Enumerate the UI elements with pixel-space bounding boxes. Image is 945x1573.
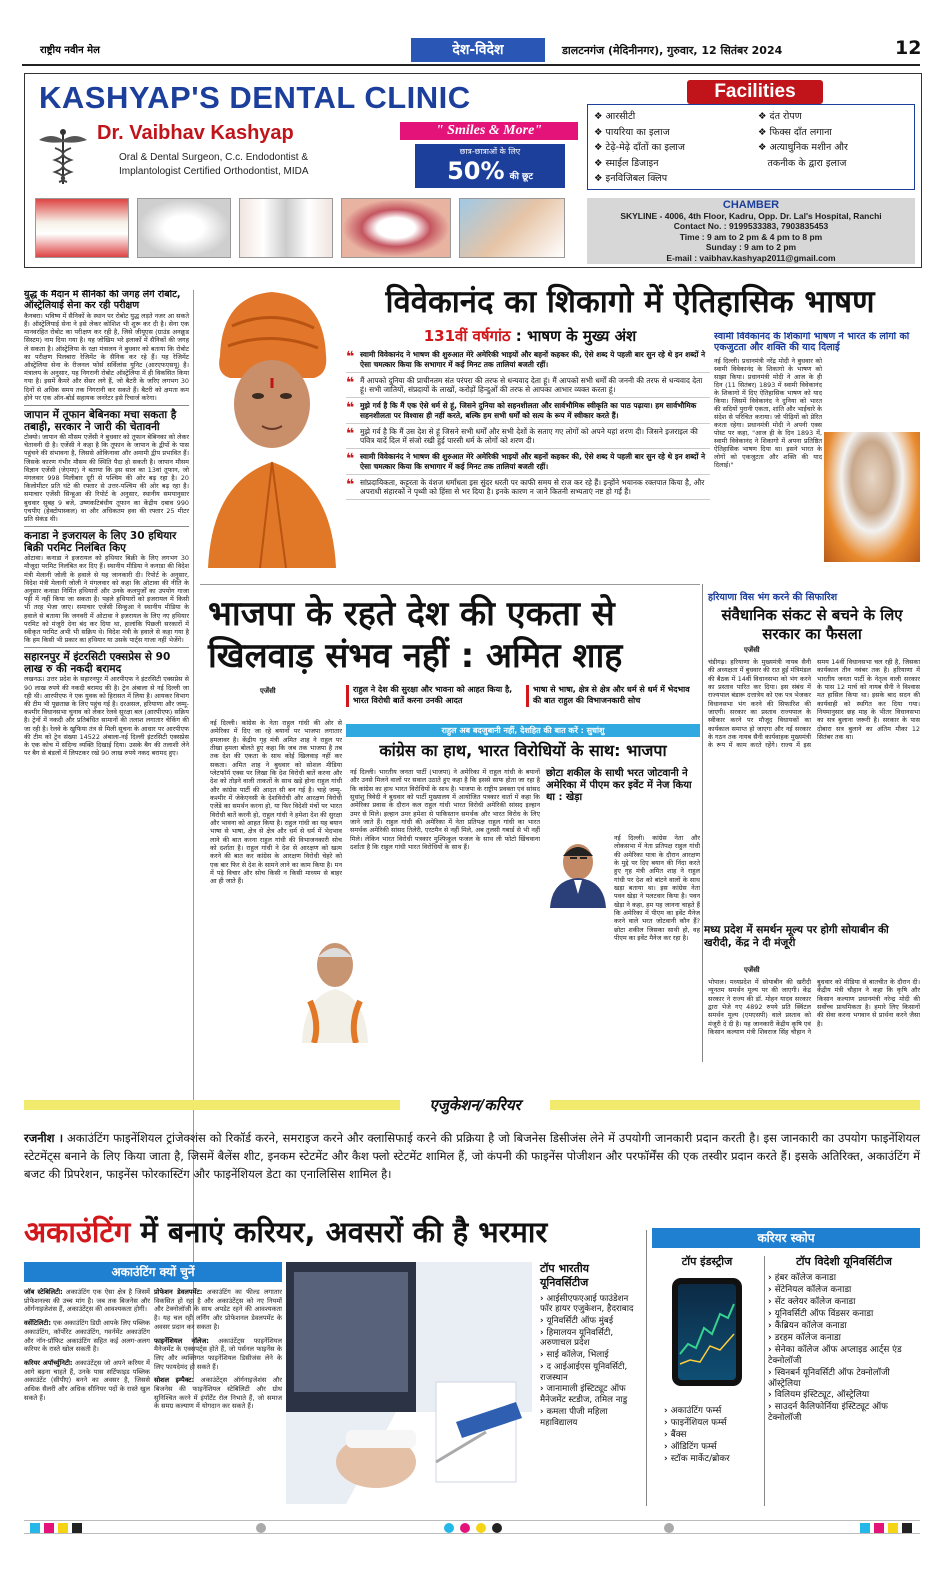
top-foreign-universities: [768, 1256, 920, 1506]
list-item: › सेनेका कॉलेज ऑफ अप्लाइड आर्ट्स एंड टेक्नोलॉजी: [768, 1345, 920, 1367]
why-point-key: वर्सेटिलिटी:: [24, 1319, 52, 1328]
list-item: › साई कॉलेज, भिलाई: [540, 1350, 640, 1361]
chamber-box: [587, 198, 915, 264]
why-point-text: अकाउंटिंग का फील्ड लगातार विकसित हो रहा है और अकाउंटेंट्स को नए नियमों और टेक्नोलॉजी के साथ अपडेट रहने की आवश्यकता है। यह चल रही लर्निंग और प्रोफेशनल डेवलपमेंट के अवसर प्रदान कर सकता है।: [154, 1288, 282, 1331]
dental-ad: [24, 73, 922, 268]
facilities-box: [587, 104, 915, 190]
quote-mark-icon: ❝: [346, 349, 355, 365]
vivekananda-subhead: [360, 326, 700, 346]
registration-dot: [476, 1523, 486, 1533]
story-saharanpur-headline: सहारनपुर में इंटरसिटी एक्सप्रेस से 90 लाख रु की नकदी बरामद: [24, 651, 171, 676]
mp-soybean-story: [704, 924, 920, 1062]
quote-mark-icon: ❝: [346, 476, 355, 493]
headline-red: अकाउंटिंग: [24, 1215, 131, 1249]
congress-body: नई दिल्ली। भारतीय जनता पार्टी (भाजपा) ने अमेरिका में राहुल गांधी के बयानों और उनसे मिलने वालों पर सवाल उठाते हुए कहा है कि इससे साफ होता जा रहा है कि कांग्रेस का हाथ भारत विरोधियों के साथ है। भाजपा के राष्ट्रीय प्रवक्ता एवं सांसद सुधांशु त्रिवेदी ने बुधवार को पार्टी मुख्यालय में आयोजित पत्रकार वार्ता में कहा कि अमेरिका प्रवास के दौरान कल राहुल गांधी भारत विरोधी अमेरिकी सांसद इल्हान उमर से मिले। इल्हान उमर हमेशा से पाकिस्तान समर्थक और भारत विरोध के लिए जाने जाते हैं। राहुल गांधी की अमेरिका में नेता प्रतिपक्ष राहुल गांधी का भारत समर्थक अमेरिकी सांसद तिलेरी, एरटमैन से नहीं मिले, अब तुलसी गबार्ड से भी नहीं मिले। लेकिन भारत विरोधी पत्रकार मुश्फिकुल फजल के साथ ली फोटो खिंचवाना दर्शाता है कि राहुल गांधी भारत विरोधियों के साथ हैं।: [350, 768, 540, 851]
divider: [646, 1230, 647, 1506]
headline-rest: में बनाएं करियर, अवसरों की है भरमार: [130, 1215, 548, 1249]
why-point-text: अकाउंटेंट्स ऑर्गनाइजेशंस और बिजनेस की फाइनेंशियल स्टेबिलिटी और ग्रोथ सुनिश्चित करने में इंपॉर्टेंट रोल निभाते हैं, जो समाज के समग्र कल्याण में योगदान कर सकते हैं।: [154, 1376, 282, 1411]
footer-bar: [24, 1520, 920, 1534]
facilities-title: Facilities: [687, 80, 823, 104]
doctor-name: Dr. Vaibhav Kashyap: [97, 122, 294, 144]
vivekananda-side-story: [714, 332, 920, 568]
speech-quote: [346, 376, 710, 399]
pawan-khera-headline: छोटा शकील के साथी भरत जोटवानी ने अमेरिका में पीएम कर इवेंट में नेज किया था : खेड़ा: [546, 768, 692, 803]
list-item: › हंबर कॉलेज कनाडा: [768, 1273, 920, 1284]
vivekananda-headline: विवेकानंद का शिकागो में ऐतिहासिक भाषण: [385, 284, 875, 320]
facility-item: ❖ इनविजिबल क्लिप: [594, 173, 668, 184]
facility-item: ❖ दंत रोपण: [758, 111, 802, 122]
list-item: › विलियम इंस्टिट्यूट, ऑस्ट्रेलिया: [768, 1390, 920, 1401]
quote-mark-icon: ❝: [346, 374, 355, 391]
why-point-text: अकाउंटिंग एक ऐसा क्षेत्र है जिसमें प्रोफेशनल्स की उच्च मांग है। जब तक बिजनेस और ऑर्गनाइजेशंस हैं, अकाउंटेंट्स की आवश्यकता होगी।: [24, 1288, 150, 1314]
why-title: अकाउंटिंग क्यों चुनें: [24, 1262, 282, 1282]
foreign-uni-title: टॉप विदेशी यूनिवर्सिटीज: [796, 1255, 892, 1268]
facility-item: ❖ टेढ़े-मेढ़े दाँतों का इलाज: [594, 142, 685, 153]
facility-item: तकनीक के द्वारा इलाज: [758, 157, 847, 169]
offer-box: [415, 144, 565, 188]
facility-item: ❖ स्माईल डिजाइन: [594, 157, 659, 169]
list-item: › यूनिवर्सिटी ऑफ विंडसर कनाडा: [768, 1309, 920, 1320]
education-intro: [24, 1130, 920, 1183]
doctor-desc-2: Implantologist Certified Orthodontist, MIDA: [119, 166, 309, 177]
shah-byline: एजेंसी: [260, 687, 276, 695]
list-item: › स्टॉक मार्केट/ब्रोकर: [664, 1454, 764, 1465]
why-point-key: करियर अपॉर्च्युनिटी:: [24, 1358, 73, 1367]
list-item: › जानामाली इंस्टिट्यूट ऑफ मैनेजमेंट स्टडीज, तमिल नाडु: [540, 1384, 640, 1405]
chamber-line: Contact No. : 9199533383, 7903835453: [673, 221, 829, 232]
why-point-text: एक अकाउंटिंग डिग्री आपके लिए पब्लिक अकाउंटिंग, कॉर्पोरेट अकाउंटिंग, गवर्नमेंट अकाउंटिंग और नॉन-प्रॉफिट अकाउंटिंग सहित कई अलग-अलग करियर के रास्ते खोल सकती है।: [24, 1319, 150, 1354]
color-swatch: [888, 1523, 898, 1533]
list-item: › फाइनेंशियल फर्म्स: [664, 1418, 764, 1429]
career-scope-title: करियर स्कोप: [652, 1228, 920, 1248]
dental-photo-implant: [239, 198, 333, 258]
vivekananda-section: [200, 282, 920, 572]
quote-text: स्वामी विवेकानंद ने भाषण की शुरुआत मेरे अमेरिकी भाइयों और बहनों कहकर की, ऐसे शब्द ये पहली बार सुन रहे थे इन शब्दों ने ऐसा चमत्कार किया कि सभागार में कई मिनट तक तालियां बजती रहीं।: [360, 452, 706, 471]
speech-quote: [346, 452, 710, 475]
facility-item: ❖ पायरिया का इलाज: [594, 126, 670, 138]
divider: [702, 584, 703, 1062]
offer-tail: की छूट: [509, 172, 533, 182]
haryana-body: चंडीगढ़। हरियाणा के मुख्यमंत्री नायब सैनी की अध्यक्षता में बुधवार की रात हुई मंत्रिमंडल की बैठक में 14वीं विधानसभा को भंग करने का प्रस्ताव पारित कर दिया। इस संबंध में राज्यपाल बंडारू दत्तात्रेय को एक पत्र भेजकर विधानसभा भंग करने की सिफारिश की जाएगी। सरकार का प्रस्ताव राज्यपाल के स्वीकार करने पर मौजूद विधायकों का कार्यकाल समाप्त हो जाएगा और नई सरकार के गठन तक नायब सैनी कार्यवाहक मुख्यमंत्री के रूप में काम करते रहेंगे। राज्य में इस समय 14वीं विधानसभा चल रही है, जिसका कार्यकाल तीन नवंबर तक है। हरियाणा में भारतीय जनता पार्टी के नेतृत्व वाली सरकार के पास 12 मार्च को नायब सैनी ने विश्वास मत हासिल किया था। इसके बाद सदन की कार्यवाही को स्थगित कर दिया गया। नियमानुसार छह माह के भीतर विधानसभा का सत्र बुलाना जरूरी है। सरकार के पास दोबारा सत्र बुलाने का अंतिम मौका 12 सितंबर तक था।: [708, 658, 920, 750]
dental-photo-smile: [341, 198, 451, 258]
side-story-headline: स्वामी विवेकानंद के शिकागो भाषण ने भारत के लोगों को एकजुटता और शक्ति की याद दिलाई: [714, 332, 910, 353]
color-swatch: [72, 1523, 82, 1533]
shah-headline-line2: खिलवाड़ संभव नहीं : अमित शाह: [208, 636, 623, 676]
shah-quote-2: भाषा से भाषा, क्षेत्र से क्षेत्र और धर्म से धर्म में भेदभाव की बात राहुल की विभाजनकारी सोच: [526, 685, 698, 707]
why-point: [154, 1337, 282, 1372]
haryana-headline: संवैधानिक संकट से बचने के लिए सरकार का फैसला: [721, 606, 903, 643]
speech-quote: [346, 401, 710, 424]
registration-dot: [444, 1523, 454, 1533]
story-canada-body: ओटावा। कनाडा ने इजरायल को हथियार बिक्री के लिए लगभग 30 मौजूदा परमिट निलंबित कर दिए हैं। स्थानीय मीडिया ने कनाडा की विदेश मंत्री मेलानी जोली के हवाले से यह जानकारी दी। रिपोर्ट के अनुसार, विदेश मंत्री मेलानी जोली ने मंगलवार को कहा कि ओटावा की नीति के अनुसार कनाडा निर्मित हथियारों और उनके कलपुर्जों का उपयोग गाजा पट्टी में नहीं किया जा सकता है। पहले हथियारों को इजरायल में किसी भी तरह भेजा जाए। समाचार एजेंसी सिन्हुआ ने स्थानीय मीडिया के हवाले से बताया कि जनवरी में ओटावा ने इजरायल के लिए नए हथियार परमिट को मंजूरी देना बंद कर दिया था, हालांकि पिछली सरकारों में स्वीकृत परमिट अभी भी सक्रिय थे। विदेश मंत्री के हवाले से कहा गया है कि हम किसी भी प्रकार का हथियार या उसके पार्ट्स गाजा नहीं भेजेंगे।: [24, 554, 189, 645]
shah-headline-line1: भाजपा के रहते देश की एकता से: [208, 594, 615, 634]
list-item: › साउदर्न कैलिफोर्निया इंस्टिट्यूट ऑफ टेक्नोलॉजी: [768, 1402, 920, 1424]
top-indian-universities: [540, 1262, 640, 1506]
quote-mark-icon: ❝: [346, 400, 355, 417]
chamber-line: SKYLINE - 4006, 4th Floor, Kadru, Opp. Dr. Lal's Hospital, Ranchi: [620, 211, 882, 221]
congress-headline: कांग्रेस का हाथ, भारत विरोधियों के साथ: भाजपा: [379, 741, 667, 760]
haryana-story: [704, 590, 920, 922]
side-story-body: नई दिल्ली। प्रधानमंत्री नरेंद्र मोदी ने बुधवार को स्वामी विवेकानंद के शिकागो के भाषण को साझा किया। प्रधानमंत्री मोदी ने आज के ही दिन (11 सितंबर) 1893 में स्वामी विवेकानंद के शिकागो में दिए ऐतिहासिक भाषण को याद किया। जिसमें विवेकानंद ने दुनिया को भारत की सदियों पुरानी एकता, शांति और भाईचारे के संदेश से परिचित कराया। जो पीढ़ियों को प्रेरित करता रहेगा। प्रधानमंत्री मोदी ने अपनी एक्स पोस्ट पर कहा, "आज ही के दिन 1893 में, स्वामी विवेकानंद ने शिकागो में अपना प्रतिष्ठित ऐतिहासिक भाषण दिया था। इसने भारत के लोगों को एकजुटता और शक्ति की याद दिलाई।": [714, 356, 822, 469]
sudhanshu-strip: राहुल अब बदजुबानी नहीं, देशहित की बात करें : सुधांशु: [346, 724, 700, 737]
offer-top: छात्र-छात्राओं के लिए: [459, 147, 521, 156]
dental-photo-teeth: [137, 198, 231, 258]
facility-item: ❖ आरसीटी: [594, 111, 636, 122]
chamber-line: E-mail : vaibhav.kashyap2011@gmail.com: [666, 252, 836, 263]
registration-dot: [256, 1523, 266, 1533]
pawan-khera-photo: [546, 834, 610, 908]
list-item: › बैंक्स: [664, 1430, 764, 1441]
speech-quotes: [346, 350, 710, 503]
shah-body: नई दिल्ली। कांग्रेस के नेता राहुल गांधी की ओर से अमेरिका में दिए जा रहे बयानों पर भाजपा लगातार हमलावर है। केंद्रीय गृह मंत्री अमित शाह ने राहुल पर तीखा हमला बोलते हुए कहा कि जब तक भाजपा है तब तक देश की एकता के साथ कोई खिलवाड़ नहीं कर सकता। अमित शाह ने बुधवार को सोशल मीडिया प्लेटफॉर्म एक्स पर लिखा कि देश विरोधी बातें करना और देश को तोड़ने वाली ताकतों के साथ खड़े होना राहुल गांधी और कांग्रेस पार्टी की आदत सी बन गई है। चाहे जम्मू-कश्मीर में जेकेएनसी के देशविरोधी और आरक्षण विरोधी एजेंडे का समर्थन करना हो, या फिर विदेशी मंचों पर भारत विरोधी बातें करनी हो, राहुल गांधी ने हमेशा देश की सुरक्षा और भावना को आहत किया है। राहुल गांधी का यह बयान भाषा से भाषा, क्षेत्र से क्षेत्र और धर्म से धर्म में भेदभाव लाने की बात करना राहुल गांधी की विभाजनकारी सोच को दर्शाता है। राहुल गांधी ने देश से आरक्षण को खत्म करने की बात कर कांग्रेस के आरक्षण विरोधी चेहरे को एक बार फिर से देश के सामने लाने का काम किया है। मन में पड़े विचार और सोच किसी न किसी माध्यम से बाहर आ ही जाते हैं।: [210, 719, 342, 886]
color-swatch: [874, 1523, 884, 1533]
list-item: › यूनिवर्सिटी ऑफ मुंबई: [540, 1316, 640, 1327]
why-point-text: अकाउंटेंट्स जो अपने करियर में आगे बढ़ना चाहते हैं, उनके पास सर्टिफाइड पब्लिक अकाउंटेंट (सीपीए) बनने का अवसर है, जिससे अधिक सैलरी और अधिक सीनियर पदों के रास्ते खुल सकते हैं।: [24, 1358, 150, 1402]
quote-text: मुझे गर्व है कि मैं एक ऐसे धर्म से हूं, जिसने दुनिया को सहनशीलता और सार्वभौमिक स्वीकृति का पाठ पढ़ाया। हम सार्वभौमिक सहनशीलता पर विश्वास ही नहीं करते, बल्कि हम सभी धर्मों को सत्य के रूप में स्वीकार करते हैं।: [360, 401, 697, 420]
smartphone-chart-image: [672, 1278, 742, 1386]
why-point-key: प्रोफेशन डेवलपमेंट:: [154, 1288, 203, 1296]
registration-dot: [492, 1523, 502, 1533]
page-number: 12: [895, 37, 922, 59]
why-accounting-box: [24, 1262, 282, 1504]
why-point-key: फाइनेंशियल नॉलेज:: [154, 1336, 209, 1345]
color-swatch: [30, 1523, 40, 1533]
facility-item: ❖ फिक्स दाँत लगाना: [758, 126, 832, 138]
haryana-kicker: हरियाणा विस भंग करने की सिफारिश: [708, 592, 838, 603]
mp-headline: मध्य प्रदेश में समर्थन मूल्य पर होगी सोयाबीन की खरीदी, केंद्र ने दी मंजूरी: [704, 924, 889, 950]
uni-title: टॉप भारतीय यूनिवर्सिटीज: [540, 1262, 590, 1289]
speech-quote: [346, 350, 710, 373]
list-item: › अकाउंटिंग फर्म्स: [664, 1406, 764, 1417]
tagline-box: " Smiles & More": [400, 122, 578, 140]
registration-dot: [664, 1523, 674, 1533]
haryana-byline: एजेंसी: [744, 646, 760, 654]
list-item: › ऑडिटिंग फर्म्स: [664, 1442, 764, 1453]
speech-highlights-label: : भाषण के मुख्य अंश: [510, 327, 637, 345]
list-item: › डरहम कॉलेज कनाडा: [768, 1333, 920, 1344]
education-banner: एजुकेशन/करियर: [400, 1090, 550, 1120]
why-point: [24, 1359, 150, 1403]
speech-quote: [346, 478, 710, 501]
intro-lead: रजनीश ।: [24, 1131, 64, 1145]
why-point: [154, 1288, 282, 1332]
dental-photo-dentures: [35, 198, 129, 258]
congress-story: [346, 718, 700, 1062]
quote-mark-icon: ❝: [346, 425, 355, 442]
quote-mark-icon: ❝: [346, 451, 355, 468]
story-robot-headline: युद्ध के मैदान में सैनिकों की जगह लेंगे रोबोट, ऑस्ट्रेलियाई सेना कर रही परीक्षण: [24, 290, 181, 311]
pawan-khera-body: नई दिल्ली। कांग्रेस नेता और लोकसभा में नेता प्रतिपक्ष राहुल गांधी की अमेरिका यात्रा के दौरान आरक्षण के मुद्दे पर दिए बयान की निंदा करते हुए गृह मंत्री अमित शाह ने राहुल गांधी पर देश को बांटने वालों के साथ खड़ा बताया था। इस कांग्रेस नेता पवन खेड़ा ने पलटवार किया है। पवन खेड़ा ने कहा, हम यह जानना चाहते हैं कि अमेरिका में पीएम का इवेंट मैनेज करने वाले भरत जोटवानी कौन हैं? छोटा शकील जिसका साथी हो, वह पीएम का इवेंट मैनेज कर रहा है।: [614, 834, 700, 942]
list-item: › हिमालयन यूनिवर्सिटी, अरुणाचल प्रदेश: [540, 1328, 640, 1349]
story-japan-body: टोक्यो। जापान की मौसम एजेंसी ने बुधवार को तूफान बेबिनका को लेकर चेतावनी दी है। एजेंसी ने कहा है कि तूफान के जापान के द्वीपों के पास पहुंचने की संभावना है, जिससे ओकिनावा और अमामी द्वीप प्रभावित हैं। जिसके कारण गंभीर मौसम की स्थिति पैदा हो सकती है। जापान मौसम विज्ञान एजेंसी (जेएमए) ने बताया कि इस साल का 13वां तूफान, जो मंगलवार 998 मिलीबार दूरी से पश्चिम की ओर बढ़ रहा है। 20 किलोमीटर प्रति घंटे की रफ्तार से उत्तर-पश्चिम की ओर बढ़ रहा है। समाचार एजेंसी सिन्हुआ की रिपोर्ट के अनुसार, स्थानीय समयानुसार बुधवार सुबह 9 बजे, उष्णकटिबंधीय तूफान का केंद्रीय दबाव 990 एचपीए (हेक्टोपास्कल) था और अधिकतम हवा की रफ्तार 25 मीटर प्रति सेकंड थी।: [24, 433, 189, 523]
divider: [764, 1256, 765, 1506]
registration-dot: [460, 1523, 470, 1533]
why-point-key: जॉब स्टेबिलिटी:: [24, 1288, 63, 1296]
vivekananda-portrait: [202, 286, 342, 568]
chamber-title: CHAMBER: [722, 199, 780, 211]
color-swatch: [58, 1523, 68, 1533]
modi-photo: [824, 432, 920, 562]
list-item: › आईसीएफएआई फाउंडेशन फॉर हायर एजुकेशन, हैदराबाद: [540, 1294, 640, 1315]
list-item: › द आईआईएस यूनिवर्सिटी, राजस्थान: [540, 1362, 640, 1383]
quote-text: मैं आपको दुनिया की प्राचीनतम संत परंपरा की तरफ से धन्यवाद देता हूं। मैं आपको सभी धर्मों की जननी की तरफ से धन्यवाद देता हूं। सभी जातियों, संप्रदायों के लाखों, करोड़ों हिन्दुओं की तरफ से आपका आभार व्यक्त करता हूं।: [360, 375, 703, 395]
shah-quote-1: राहुल ने देश की सुरक्षा और भावना को आहत किया है, भारत विरोधी बातें करना उनकी आदत: [346, 685, 516, 707]
color-swatch: [860, 1523, 870, 1533]
story-saharanpur-body: लखनऊ। उत्तर प्रदेश के सहारनपुर में आरपीएफ ने इंटरसिटी एक्सप्रेस से 90 लाख रुपये की नकदी बरामद की है। ट्रेन अंबाला से नई दिल्ली जा रही थी। आरपीएफ ने एक युवक को हिरासत में लिया है। आयकर विभाग की टीम भी पूछताछ के लिए पहुंच गई है। दरअसल, हरियाणा और जम्मू-कश्मीर विधानसभा चुनाव को लेकर रेलवे सुरक्षा बल (आरपीएफ) सक्रिय है। ट्रेनों में नकदी और प्रतिबंधित सामानों की तलाश लगातार चेकिंग की जा रही है। रेलवे के खुफिया तंत्र से मिली सूचना के आधार पर आरपीएफ की टीम को ट्रेन संख्या 14522 अंबाला-नई दिल्ली इंटरसिटी एक्सप्रेस के एक कोच में संदिग्ध व्यक्ति दिखाई दिया। उसके बैग की तलाशी लेने पर बैग से बंडलों में लिपटकर रखे 90 लाख रुपये नकद बरामद हुए।: [24, 675, 189, 758]
list-item: › सेंटेनियल कॉलेज कनाडा: [768, 1285, 920, 1296]
anniversary-label: 131वीं वर्षगांठ: [423, 327, 511, 345]
why-point: [154, 1376, 282, 1411]
color-swatch: [44, 1523, 54, 1533]
quote-text: स्वामी विवेकानंद ने भाषण की शुरुआत मेरे अमेरिकी भाइयों और बहनों कहकर की, ऐसे शब्द ये पहली बार सुन रहे थे इन शब्दों ने ऐसा चमत्कार किया कि सभागार में कई मिनट तक तालियां बजती रहीं।: [360, 350, 706, 369]
mp-body: भोपाल। मध्यप्रदेश में सोयाबीन की खरीदी न्यूनतम समर्थन मूल्य पर की जाएगी। केंद्र सरकार ने राज्य की डॉ. मोहन यादव सरकार द्वारा भेजे गए 4892 रुपये प्रति क्विंटल समर्थन मूल्य (एमएसपी) वाले प्रस्ताव को मंजूरी दे दी है। यह जानकारी केंद्रीय कृषि एवं किसान कल्याण मंत्री शिवराज सिंह चौहान ने बुधवार को मीडिया से बातचीत के दौरान दी। केंद्रीय मंत्री चौहान ने कहा कि कृषि और किसान कल्याण प्रधानमंत्री नरेन्द्र मोदी की सर्वोच्च प्राथमिकता है। हमारे लिए किसानों की सेवा करना भगवान से प्रार्थना करने जैसा है।: [708, 978, 920, 1036]
masthead: [22, 36, 920, 66]
list-item: › सेंट क्लेयर कॉलेज कनाडा: [768, 1297, 920, 1308]
industries-title: टॉप इंडस्ट्रीज: [681, 1255, 733, 1268]
list-item: › कैंब्रियन कॉलेज कनाडा: [768, 1321, 920, 1332]
section-tag: देश-विदेश: [411, 38, 545, 62]
offer-percent: 50%: [447, 157, 505, 185]
newspaper-logo: राष्ट्रीय नवीन मेल: [40, 45, 100, 56]
story-japan-headline: जापान में तूफान बेबिनका मचा सकता है तबाही, सरकार ने जारी की चेतावनी: [24, 408, 177, 433]
clinic-name: KASHYAP'S DENTAL CLINIC: [39, 80, 471, 115]
mp-byline: एजेंसी: [744, 966, 760, 974]
why-point-text: अकाउंटेंट्स फाइनेंशियल मैनेजमेंट के एक्सपर्ट्स होते हैं, जो पर्सनल फाइनेंस के लिए और व्यक्तिगत फाइनेंशियल डिसीजंस लेने के लिए फायदेमंद हो सकते हैं।: [154, 1336, 282, 1371]
why-point: [24, 1288, 150, 1314]
story-robot-body: कैनबरा। भविष्य में सैनिकों के स्थान पर रोबोट युद्ध लड़ते नजर आ सकते हैं। ऑस्ट्रेलियाई सेना ने इसे लेकर कोशिश भी शुरू कर दी है। सेना एक मानवरहित रोबोट का परीक्षण कर रही है, जिसे जीयूएस (ग्राउंड अनक्रूड सिस्टम) नाम दिया गया है। यह जोखिम भरे इलाकों में सैनिकों की जगह ले सकता है। ऑस्ट्रेलिया के रक्षा मंत्रालय ने बुधवार को बताया कि रोबोट का परीक्षण पिलबारा रेजिमेंट के सैनिक कर रहे हैं। यह रेजिमेंट ऑस्ट्रेलिया सेना के रीजनल फोर्स सर्विलांस यूनिट (आरएफएसयू) है। मंत्रालय के अनुसार, यह निगरानी रोबोट ऑस्ट्रेलिया में ही विकसित किया गया है। इसमें कैमरे और सेंसर लगे हैं, जो बैटरी के जरिए लगभग 30 दिनों से अधिक समय तक निगरानी कर सकते हैं। बैटरी को क्षमता कम होने पर एक ऑन-बोर्ड सहायक जनरेटर इसे रिचार्ज करेगा।: [24, 311, 189, 402]
chamber-line: Time : 9 am to 2 pm & 4 pm to 8 pm: [679, 231, 823, 242]
laptop-photo: [286, 1262, 532, 1504]
color-swatch: [902, 1523, 912, 1533]
chamber-line: Sunday : 9 am to 2 pm: [705, 242, 797, 253]
speech-quote: [346, 427, 710, 450]
doctor-desc-1: Oral & Dental Surgeon, C.c. Endodontist &: [119, 152, 308, 163]
why-point: [24, 1319, 150, 1354]
intro-text: अकाउंटिंग फाइनेंशियल ट्रांजेक्शंस को रिकॉर्ड करने, समराइज करने और क्लासिफाई करने की प्रक्रिया है जो बिजनेस डिसीजंस लेने में उपयोगी जानकारी प्रदान करती है। इस जानकारी का उपयोग फाइनेंशियल स्टेटमेंट्स बनाने के लिए किया जाता है, जिसमें बैलेंस शीट, इनकम स्टेटमेंट और कैश फ्लो स्टेटमेंट शामिल हैं, जो कंपनी की फाइनेंस पोजीशन और परफॉर्मेंस की एक तस्वीर प्रदान करते हैं। इसके अतिरिक्त, अकाउंटिंग में बजट की प्रिपरेशन, फाइनेंस फोरकास्टिंग और फाइनेंशियल डेटा का एनालिसिस शामिल है।: [24, 1131, 920, 1181]
quote-text: सांप्रदायिकता, कट्टरता के वंशज धर्मांधता इस सुंदर धरती पर काफी समय से राज कर रहे हैं। इन्होंने भयानक रक्तपात किया है, और अपराधी संहारकों ने पृथ्वी को हिंसा से भर दिया है। इनके कारण न जाने कितनी सभ्यताएं नष्ट हो गईं हैं।: [360, 477, 705, 497]
accounting-headline: [24, 1212, 664, 1252]
facility-item: ❖ अत्याधुनिक मशीन और: [758, 142, 848, 153]
story-canada-headline: कनाडा ने इजरायल के लिए 30 हथियार बिक्री परमिट निलंबित किए: [24, 530, 177, 555]
caduceus-icon: [35, 126, 91, 186]
top-industries: [652, 1256, 762, 1506]
why-point-key: सोशल इम्पैक्ट:: [154, 1376, 195, 1385]
dateline: डालटनगंज (मेदिनीनगर), गुरुवार, 12 सितंबर 2024: [562, 44, 783, 57]
list-item: › कमला पीजी महिला महाविद्यालय: [540, 1407, 640, 1428]
dental-photo-child: [459, 198, 565, 258]
list-item: › स्विनबर्न यूनिवर्सिटी ऑफ टेक्नोलॉजी ऑस्ट्रेलिया: [768, 1368, 920, 1390]
quote-text: मुझे गर्व है कि मैं उस देश से हूं जिसने सभी धर्मों और सभी देशों के सताए गए लोगों को अपने यहां शरण दी। जिसने इजराइल की पवित्र यादें दिल में संजो रखी हुई पारसी धर्म के लोगों को शरण दी।: [360, 426, 698, 446]
